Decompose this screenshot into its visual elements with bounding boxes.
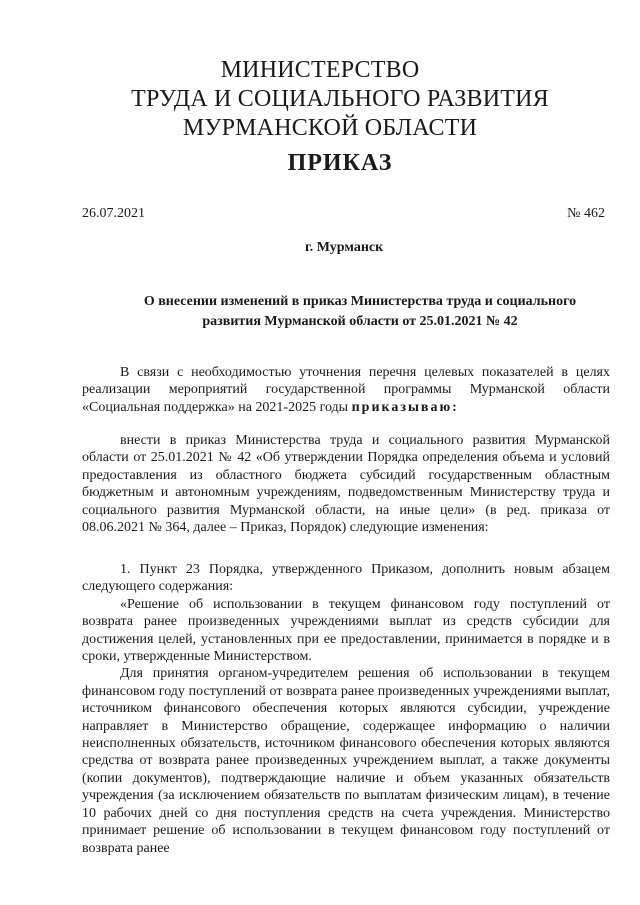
subject-line1: О внесении изменений в приказ Министерства труда и социального bbox=[143, 294, 577, 309]
amendment-text: внести в приказ Министерства труда и социального развития Мурманской области от 25.01.2021 № 42 «Об утверждении Порядка определения объема и условий предоставления из областного бюджета субсидий государственным областным бюджетным и автономным учреждениям, подведомственным Министерству труда и социального развития Мурманской области, на иные цели» (в ред. приказа от 08.06.2021 № 364, далее – Приказ, Порядок) следующие изменения: bbox=[82, 433, 610, 536]
document-number: № 462 bbox=[567, 206, 605, 221]
document-type-title: ПРИКАЗ bbox=[287, 150, 393, 176]
amendment-paragraph bbox=[82, 432, 610, 536]
document-subject bbox=[100, 292, 620, 332]
procedure-text: Для принятия органом-учредителем решения об использовании в текущем финансовом году поступлений от возврата ранее произведенных учреждениями выплат, источником финансового обеспечения которых являются субсидии, учреждение направляет в Министерство обращение, содержащее информацию о наличии неисполненных обязательств, источником финансового обеспечения которых являются средства от возврата ранее произведенных учреждением выплат, а также документы (копии документов), подтверждающие наличие и объем указанных обязательств учреждения (за исключением обязательств по выплатам физическим лицам), в течение 10 рабочих дней со дня поступления средств на счета учреждения. Министерство принимает решение об использовании в текущем финансовом году поступлений от возврата ранее bbox=[82, 666, 610, 856]
ministry-name-line1: МИНИСТЕРСТВО bbox=[220, 57, 420, 83]
quoted-text: «Решение об использовании в текущем финансовом году поступлений от возврата ранее произведенных учреждениями выплат из средств субсидии для достижения целей, установленных при ее предоставлении, принимается в порядке и в сроки, утвержденные Министерством. bbox=[82, 596, 610, 665]
order-verb: приказываю: bbox=[351, 399, 459, 415]
intro-paragraph bbox=[82, 364, 610, 416]
subject-line2: развития Мурманской области от 25.01.2021 № 42 bbox=[202, 314, 518, 329]
intro-text: В связи с необходимостью уточнения перечня целевых показателей в целях реализации мероприятий государственной программы Мурманской области «Социальная поддержка» на 2021-2025 годы bbox=[82, 365, 610, 415]
body-continuation bbox=[82, 561, 610, 857]
document-date: 26.07.2021 bbox=[82, 206, 145, 221]
item1-text: 1. Пункт 23 Порядка, утвержденного Приказом, дополнить новым абзацем следующего содержания: bbox=[82, 562, 610, 595]
ministry-name-line3: МУРМАНСКОЙ ОБЛАСТИ bbox=[182, 115, 478, 141]
document-city: г. Мурманск bbox=[305, 240, 384, 255]
ministry-name-line2: ТРУДА И СОЦИАЛЬНОГО РАЗВИТИЯ bbox=[131, 86, 549, 112]
